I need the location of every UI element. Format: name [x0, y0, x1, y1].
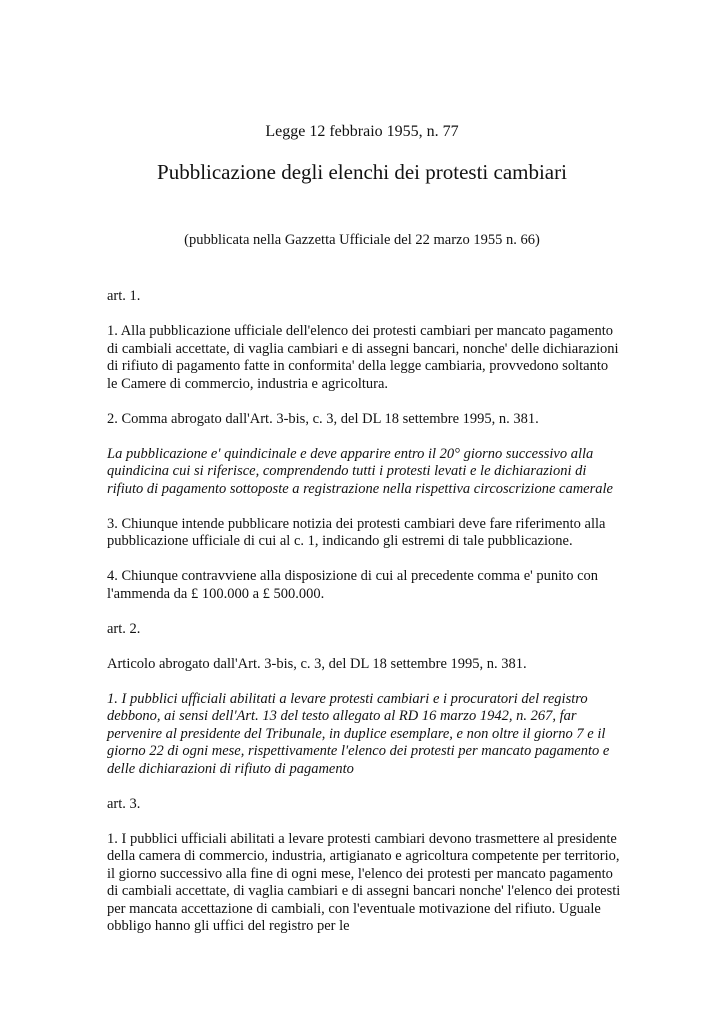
law-reference: Legge 12 febbraio 1955, n. 77: [265, 123, 459, 140]
document-body: [107, 288, 622, 953]
article-3-paragraph-1: 1. I pubblici ufficiali abilitati a levare protesti cambiari devono trasmettere al presidente della camera di commercio, industria, artigianato e agricoltura competente per territorio, il giorno successivo alla fine di ogni mese, l'elenco dei protesti per mancato pagamento di cambiali accettate, di vaglia cambiari e di assegni bancari nonche' l'elenco dei protesti per mancata accettazione di cambiali, con l'eventuale motivazione del rifiuto. Uguale obbligo hanno gli uffici del registro per le: [107, 830, 621, 934]
article-2-repealed-text: 1. I pubblici ufficiali abilitati a levare protesti cambiari e i procuratori del registro debbono, ai sensi dell'Art. 13 del testo allegato al RD 16 marzo 1942, n. 267, far pervenire al presidente del Tribunale, in duplice esemplare, e non oltre il giorno 7 e il giorno 22 di ogni mese, rispettivamente l'elenco dei protesti per mancato pagamento e delle dichiarazioni di rifiuto di pagamento: [107, 690, 610, 777]
article-2-heading: art. 2.: [107, 620, 141, 637]
article-1-repealed-text: La pubblicazione e' quindicinale e deve apparire entro il 20° giorno successivo alla quindicina cui si riferisce, comprendendo tutti i protesti levati e le dichiarazioni di rifiuto di pagamento sottoposte a registrazione nella rispettiva circoscrizione camerale: [107, 445, 613, 497]
article-1-paragraph-2: 2. Comma abrogato dall'Art. 3-bis, c. 3, del DL 18 settembre 1995, n. 381.: [107, 410, 539, 427]
article-1-paragraph-4: 4. Chiunque contravviene alla disposizione di cui al precedente comma e' punito con l'ammenda da £ 100.000 a £ 500.000.: [107, 568, 599, 602]
article-1-paragraph-1: 1. Alla pubblicazione ufficiale dell'elenco dei protesti cambiari per mancato pagamento di cambiali accettate, di vaglia cambiari e di assegni bancari, nonche' delle dichiarazioni di rifiuto di pagamento fatte in conformita' della legge cambiaria, provvedono soltanto le Camere di commercio, industria e agricoltura.: [107, 323, 619, 392]
article-2-note: Articolo abrogato dall'Art. 3-bis, c. 3, del DL 18 settembre 1995, n. 381.: [107, 655, 527, 672]
document-title: Pubblicazione degli elenchi dei protesti cambiari: [157, 160, 567, 184]
article-1-paragraph-3: 3. Chiunque intende pubblicare notizia dei protesti cambiari deve fare riferimento alla pubblicazione ufficiale di cui al c. 1, indicando gli estremi di tale pubblicazione.: [107, 515, 606, 549]
article-3-heading: art. 3.: [107, 795, 141, 812]
article-1-heading: art. 1.: [107, 288, 141, 304]
gazette-note: (pubblicata nella Gazzetta Ufficiale del 22 marzo 1955 n. 66): [184, 232, 540, 248]
